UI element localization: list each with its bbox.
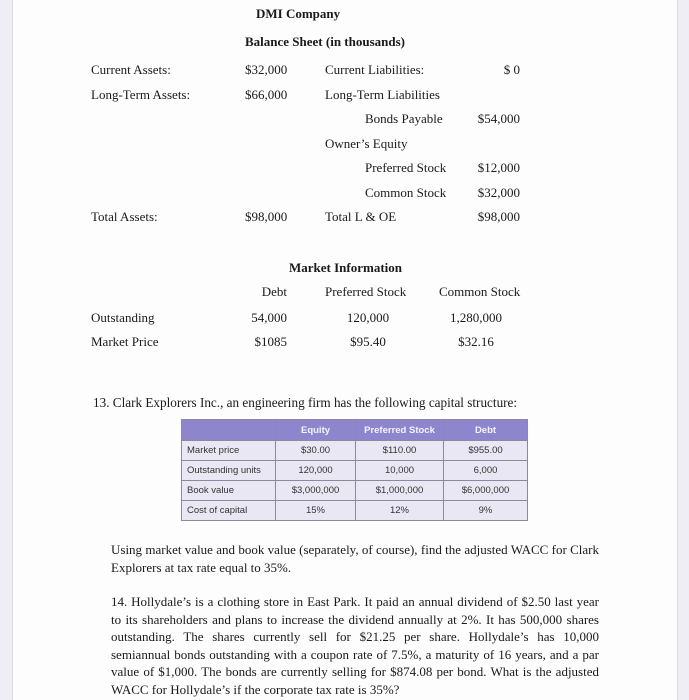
preferred-stock-label: Preferred Stock (365, 160, 447, 175)
long-term-assets-value: $66,000 (245, 87, 288, 102)
table-row (182, 461, 528, 481)
q14-text: 14. Hollydale’s is a clothing store in East Park. It paid an annual dividend of $2.50 last year to its shareholders and plans to increase the dividend annually at 2%. It has 500,000 shares outstanding. The shares currently sell for $21.25 per share. Hollydale’s has 10,000 semiannual bonds outstanding with a coupon rate of 7.5%, a maturity of 16 years, and a par value of $1,000. The bonds are currently selling for $874.08 per bond. What is the adjusted WACC for Hollydale’s if the corporate tax rate is 35%? (111, 594, 599, 697)
long-term-liabilities-label: Long-Term Liabilities (325, 87, 440, 102)
capital-structure-table (181, 419, 528, 521)
market-header-preferred: Preferred Stock (325, 284, 407, 299)
market-info-title: Market Information (289, 260, 403, 275)
bonds-payable-value: $54,000 (477, 111, 520, 126)
total-assets-value: $98,000 (245, 209, 288, 224)
current-assets-label: Current Assets: (91, 62, 171, 77)
market-row-label: Outstanding (91, 310, 155, 325)
table-row (182, 501, 528, 521)
row-label: Book value (182, 481, 276, 501)
common-stock-label: Common Stock (365, 185, 447, 200)
table-header-equity: Equity (276, 420, 356, 441)
preferred-stock-value: $12,000 (477, 160, 520, 175)
market-cell: $95.40 (350, 334, 386, 349)
table-cell: $110.00 (356, 441, 444, 461)
company-title: DMI Company (256, 6, 341, 21)
table-cell: $30.00 (276, 441, 356, 461)
bonds-payable-label: Bonds Payable (365, 111, 443, 126)
market-cell: 1,280,000 (450, 310, 502, 325)
market-row-label: Market Price (91, 334, 159, 349)
table-cell: 6,000 (444, 461, 528, 481)
current-liabilities-value: $ 0 (503, 62, 520, 77)
table-cell: 9% (444, 501, 528, 521)
total-assets-label: Total Assets: (91, 209, 158, 224)
table-cell: 12% (356, 501, 444, 521)
row-label: Market price (182, 441, 276, 461)
table-header-debt: Debt (444, 420, 528, 441)
table-cell: 120,000 (276, 461, 356, 481)
market-header-common: Common Stock (439, 284, 521, 299)
total-loe-value: $98,000 (477, 209, 520, 224)
table-header-blank (182, 420, 276, 441)
row-label: Cost of capital (182, 501, 276, 521)
owners-equity-label: Owner’s Equity (325, 136, 408, 151)
common-stock-value: $32,000 (477, 185, 520, 200)
table-row (182, 481, 528, 501)
table-cell: $955.00 (444, 441, 528, 461)
market-cell: 54,000 (251, 310, 287, 325)
current-assets-value: $32,000 (245, 62, 288, 77)
market-cell: 120,000 (346, 310, 390, 325)
table-cell: $3,000,000 (276, 481, 356, 501)
market-cell: $1085 (254, 334, 287, 349)
document-page (12, 0, 678, 700)
table-cell: 10,000 (356, 461, 444, 481)
long-term-assets-label: Long-Term Assets: (91, 87, 191, 102)
table-row (182, 441, 528, 461)
market-header-debt: Debt (261, 284, 287, 299)
table-cell: 15% (276, 501, 356, 521)
table-cell: $6,000,000 (444, 481, 528, 501)
table-header-preferred: Preferred Stock (356, 420, 444, 441)
current-liabilities-label: Current Liabilities: (325, 62, 425, 77)
table-cell: $1,000,000 (356, 481, 444, 501)
total-loe-label: Total L & OE (325, 209, 397, 224)
market-cell: $32.16 (458, 334, 494, 349)
balance-sheet-title: Balance Sheet (in thousands) (245, 34, 405, 49)
q13-question: Using market value and book value (separately, of course), find the adjusted WACC for Clark Explorers at tax rate equal to 35%. (111, 542, 599, 575)
row-label: Outstanding units (182, 461, 276, 481)
q13-intro: 13. Clark Explorers Inc., an engineering firm has the following capital structure: (93, 395, 518, 410)
